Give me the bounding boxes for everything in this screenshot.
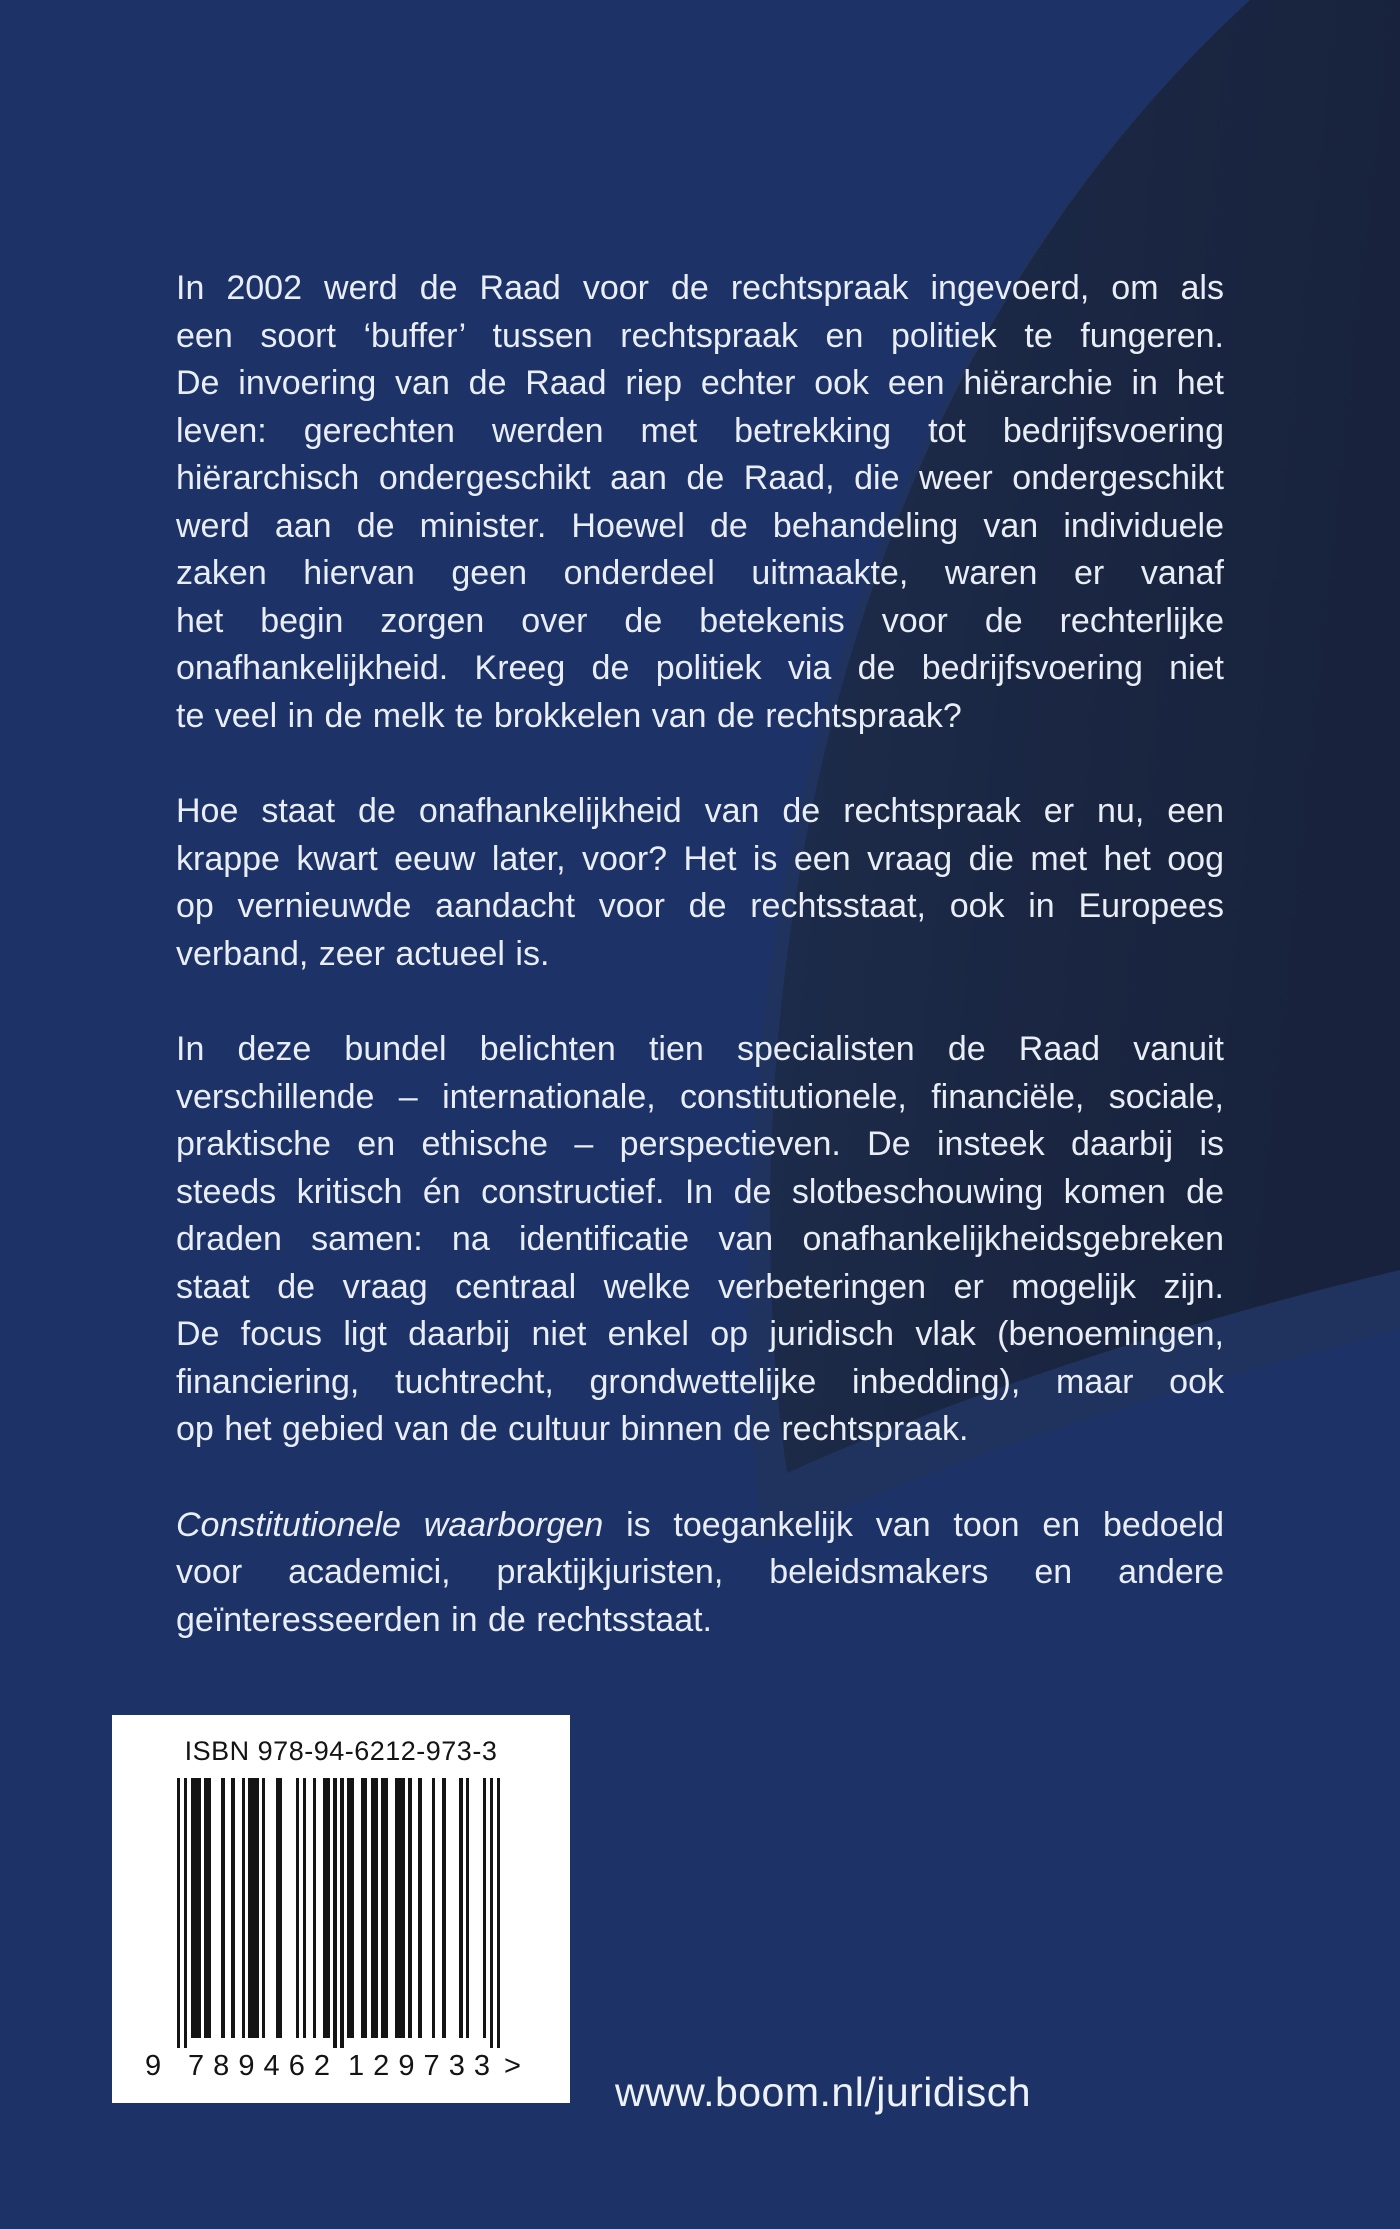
barcode-bar (204, 1778, 211, 2038)
barcode-bar (418, 1778, 421, 2038)
barcode-bar (303, 1778, 306, 2038)
text-line: krappe kwart eeuw later, voor? Het is een vraag die met het oog (176, 839, 1224, 878)
barcode-bar (395, 1778, 405, 2038)
text-line: te veel in de melk te brokkelen van de rechtspraak? (176, 696, 962, 735)
paragraph (176, 1026, 1224, 1454)
text-line: financiering, tuchtrecht, grondwettelijke inbedding), maar ook (176, 1362, 1224, 1401)
barcode-bar (490, 1778, 493, 2048)
text-line: De invoering van de Raad riep echter ook een hiërarchie in het (176, 364, 1224, 402)
barcode-bar (191, 1778, 201, 2038)
blurb (176, 265, 1224, 1644)
text-line: verband, zeer actueel is. (176, 934, 550, 973)
barcode-trailing-mark: > (504, 2050, 521, 2082)
text-line: op het gebied van de cultuur binnen de rechtspraak. (176, 1410, 969, 1448)
barcode-bars (177, 1778, 500, 2048)
barcode-bar (333, 1778, 336, 2048)
barcode-bar (221, 1778, 224, 2038)
text-line: In deze bundel belichten tien specialisten de Raad vanuit (176, 1030, 1224, 1068)
barcode-bar (371, 1778, 378, 2038)
text-line: In 2002 werd de Raad voor de rechtspraak ingevoerd, om als (176, 269, 1224, 307)
barcode-bar (442, 1778, 445, 2038)
barcode-bar (381, 1778, 388, 2038)
text-line: zaken hiervan geen onderdeel uitmaakte, waren er vanaf (176, 554, 1224, 592)
text-line: een soort ‘buffer’ tussen rechtspraak en politiek te fungeren. (176, 316, 1224, 355)
publisher-url: www.boom.nl/juridisch (615, 2069, 1032, 2115)
barcode-bar (248, 1778, 258, 2038)
text-line: verschillende – internationale, constitutionele, financiële, sociale, (176, 1077, 1224, 1116)
text-line: praktische en ethische – perspectieven. De insteek daarbij is (176, 1125, 1224, 1163)
barcode-bar (323, 1778, 330, 2038)
text-line: op vernieuwde aandacht voor de rechtsstaat, ook in Europees (176, 887, 1224, 925)
text-line: steeds kritisch én constructief. In de slotbeschouwing komen de (176, 1172, 1224, 1211)
barcode-bar (466, 1778, 469, 2038)
barcode-bar (497, 1778, 500, 2048)
text-line: geïnteresseerden in de rechtsstaat. (176, 1600, 712, 1639)
barcode-bar (408, 1778, 411, 2038)
barcode-bar (242, 1778, 245, 2038)
barcode-bar (432, 1778, 435, 2038)
barcode-bar (361, 1778, 368, 2038)
barcode-bar (459, 1778, 462, 2038)
text-line: onafhankelijkheid. Kreeg de politiek via de bedrijfsvoering niet (176, 649, 1224, 687)
text-line: staat de vraag centraal welke verbeteringen er mogelijk zijn. (176, 1267, 1224, 1306)
text-line: Hoe staat de onafhankelijkheid van de rechtspraak er nu, een (176, 792, 1224, 830)
text-line: voor academici, praktijkjuristen, beleidsmakers en andere (176, 1553, 1224, 1591)
text-line: De focus ligt daarbij niet enkel op juridisch vlak (benoemingen, (176, 1315, 1224, 1353)
barcode-bar (296, 1778, 299, 2038)
barcode-bar (347, 1778, 354, 2038)
barcode-bar (483, 1778, 486, 2038)
barcode-bar (340, 1778, 343, 2048)
barcode-bar (276, 1778, 283, 2038)
barcode-digit-leading: 9 (145, 2050, 162, 2082)
paragraph (176, 788, 1224, 978)
barcode-bar (262, 1778, 265, 2038)
barcode-bar (184, 1778, 187, 2048)
text-line: het begin zorgen over de betekenis voor de rechterlijke (176, 601, 1224, 640)
text-line: Constitutionele waarborgen is toegankelijk van toon en bedoeld (176, 1505, 1224, 1544)
barcode-bar (231, 1778, 234, 2038)
barcode-box (112, 1715, 570, 2103)
barcode-bar (177, 1778, 180, 2048)
paragraph (176, 1502, 1224, 1645)
barcode-digit-group-right: 1 2 9 7 3 3 (348, 2050, 490, 2082)
isbn-label: ISBN 978-94-6212-973-3 (184, 1736, 498, 1766)
barcode-digits (112, 2052, 570, 2088)
paragraph (176, 265, 1224, 740)
text-line: hiërarchisch ondergeschikt aan de Raad, die weer ondergeschikt (176, 459, 1224, 497)
barcode-bar (313, 1778, 316, 2038)
text-line: leven: gerechten werden met betrekking tot bedrijfsvoering (176, 411, 1224, 450)
text-line: werd aan de minister. Hoewel de behandeling van individuele (176, 506, 1224, 545)
text-line: draden samen: na identificatie van onafhankelijkheidsgebreken (176, 1220, 1224, 1258)
barcode-digit-group-left: 7 8 9 4 6 2 (188, 2050, 330, 2082)
